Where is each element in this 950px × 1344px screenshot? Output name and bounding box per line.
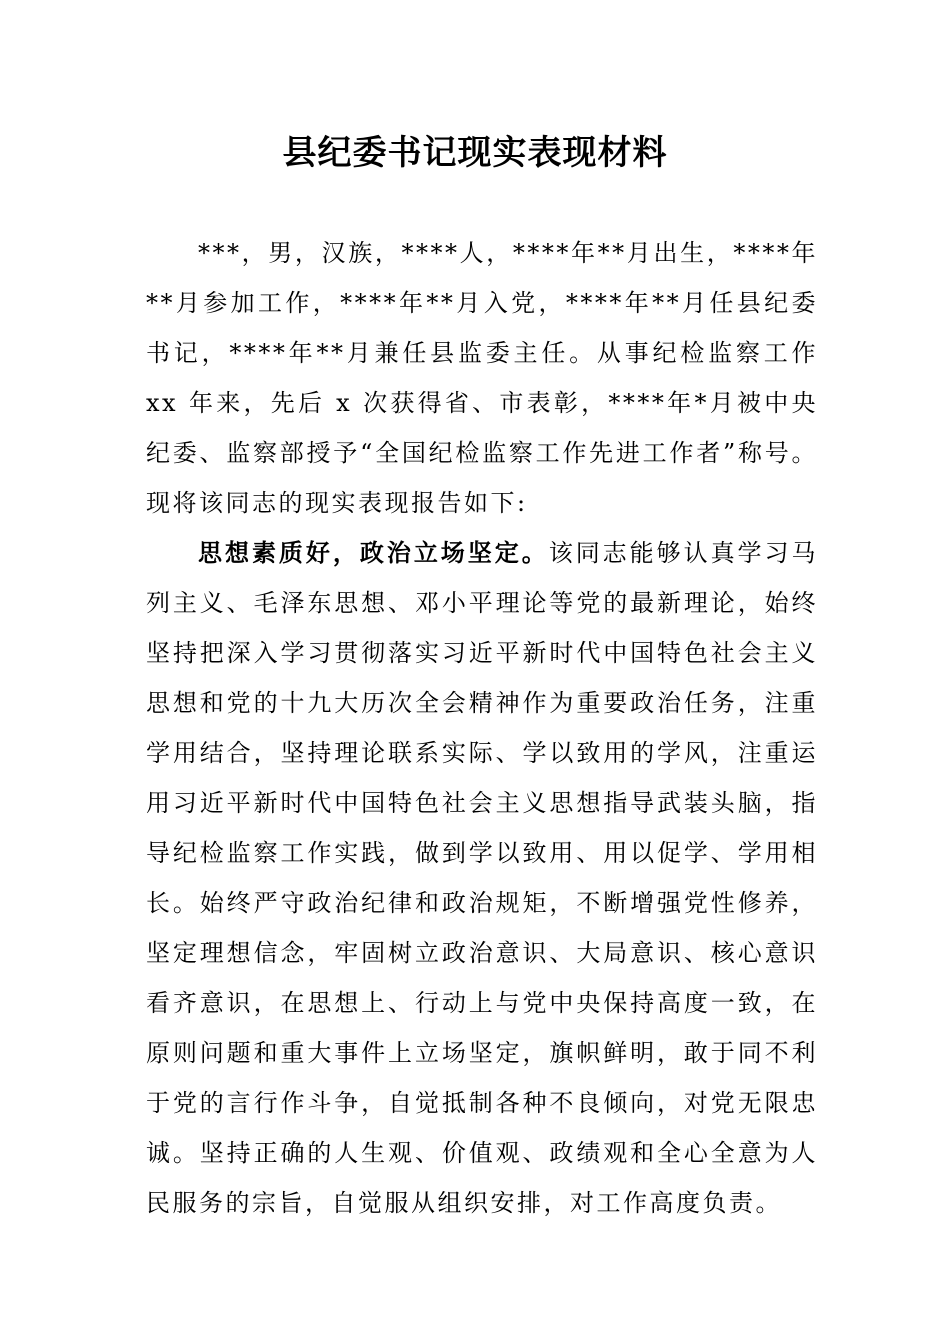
paragraph-political-quality (146, 528, 818, 1228)
paragraph-text: ***，男，汉族，****人，****年**月出生，****年**月参加工作，****年**月入党，****年**月任县纪委书记，****年**月兼任县监委主任。从事纪检监察工作 xx 年来，先后 x 次获得省、市表彰，****年*月被中央纪委、监察部授予“全国纪检监察工作先进工作者”称号。现将该同志的现实表现报告如下: (146, 239, 818, 517)
document-body (146, 228, 818, 1228)
document-title: 县纪委书记现实表现材料 (282, 133, 668, 173)
paragraph-intro (146, 228, 818, 528)
paragraph-lead: 思想素质好，政治立场坚定。 (198, 538, 549, 567)
paragraph-text: 该同志能够认真学习马列主义、毛泽东思想、邓小平理论等党的最新理论，始终坚持把深入学习贯彻落实习近平新时代中国特色社会主义思想和党的十九大历次全会精神作为重要政治任务，注重学用结合，坚持理论联系实际、学以致用的学风，注重运用习近平新时代中国特色社会主义思想指导武装头脑，指导纪检监察工作实践，做到学以致用、用以促学、学用相长。始终严守政治纪律和政治规矩，不断增强党性修养，坚定理想信念，牢固树立政治意识、大局意识、核心意识看齐意识，在思想上、行动上与党中央保持高度一致，在原则问题和重大事件上立场坚定，旗帜鲜明，敢于同不利于党的言行作斗争，自觉抵制各种不良倾向，对党无限忠诚。坚持正确的人生观、价值观、政绩观和全心全意为人民服务的宗旨，自觉服从组织安排，对工作高度负责。 (146, 539, 819, 1217)
